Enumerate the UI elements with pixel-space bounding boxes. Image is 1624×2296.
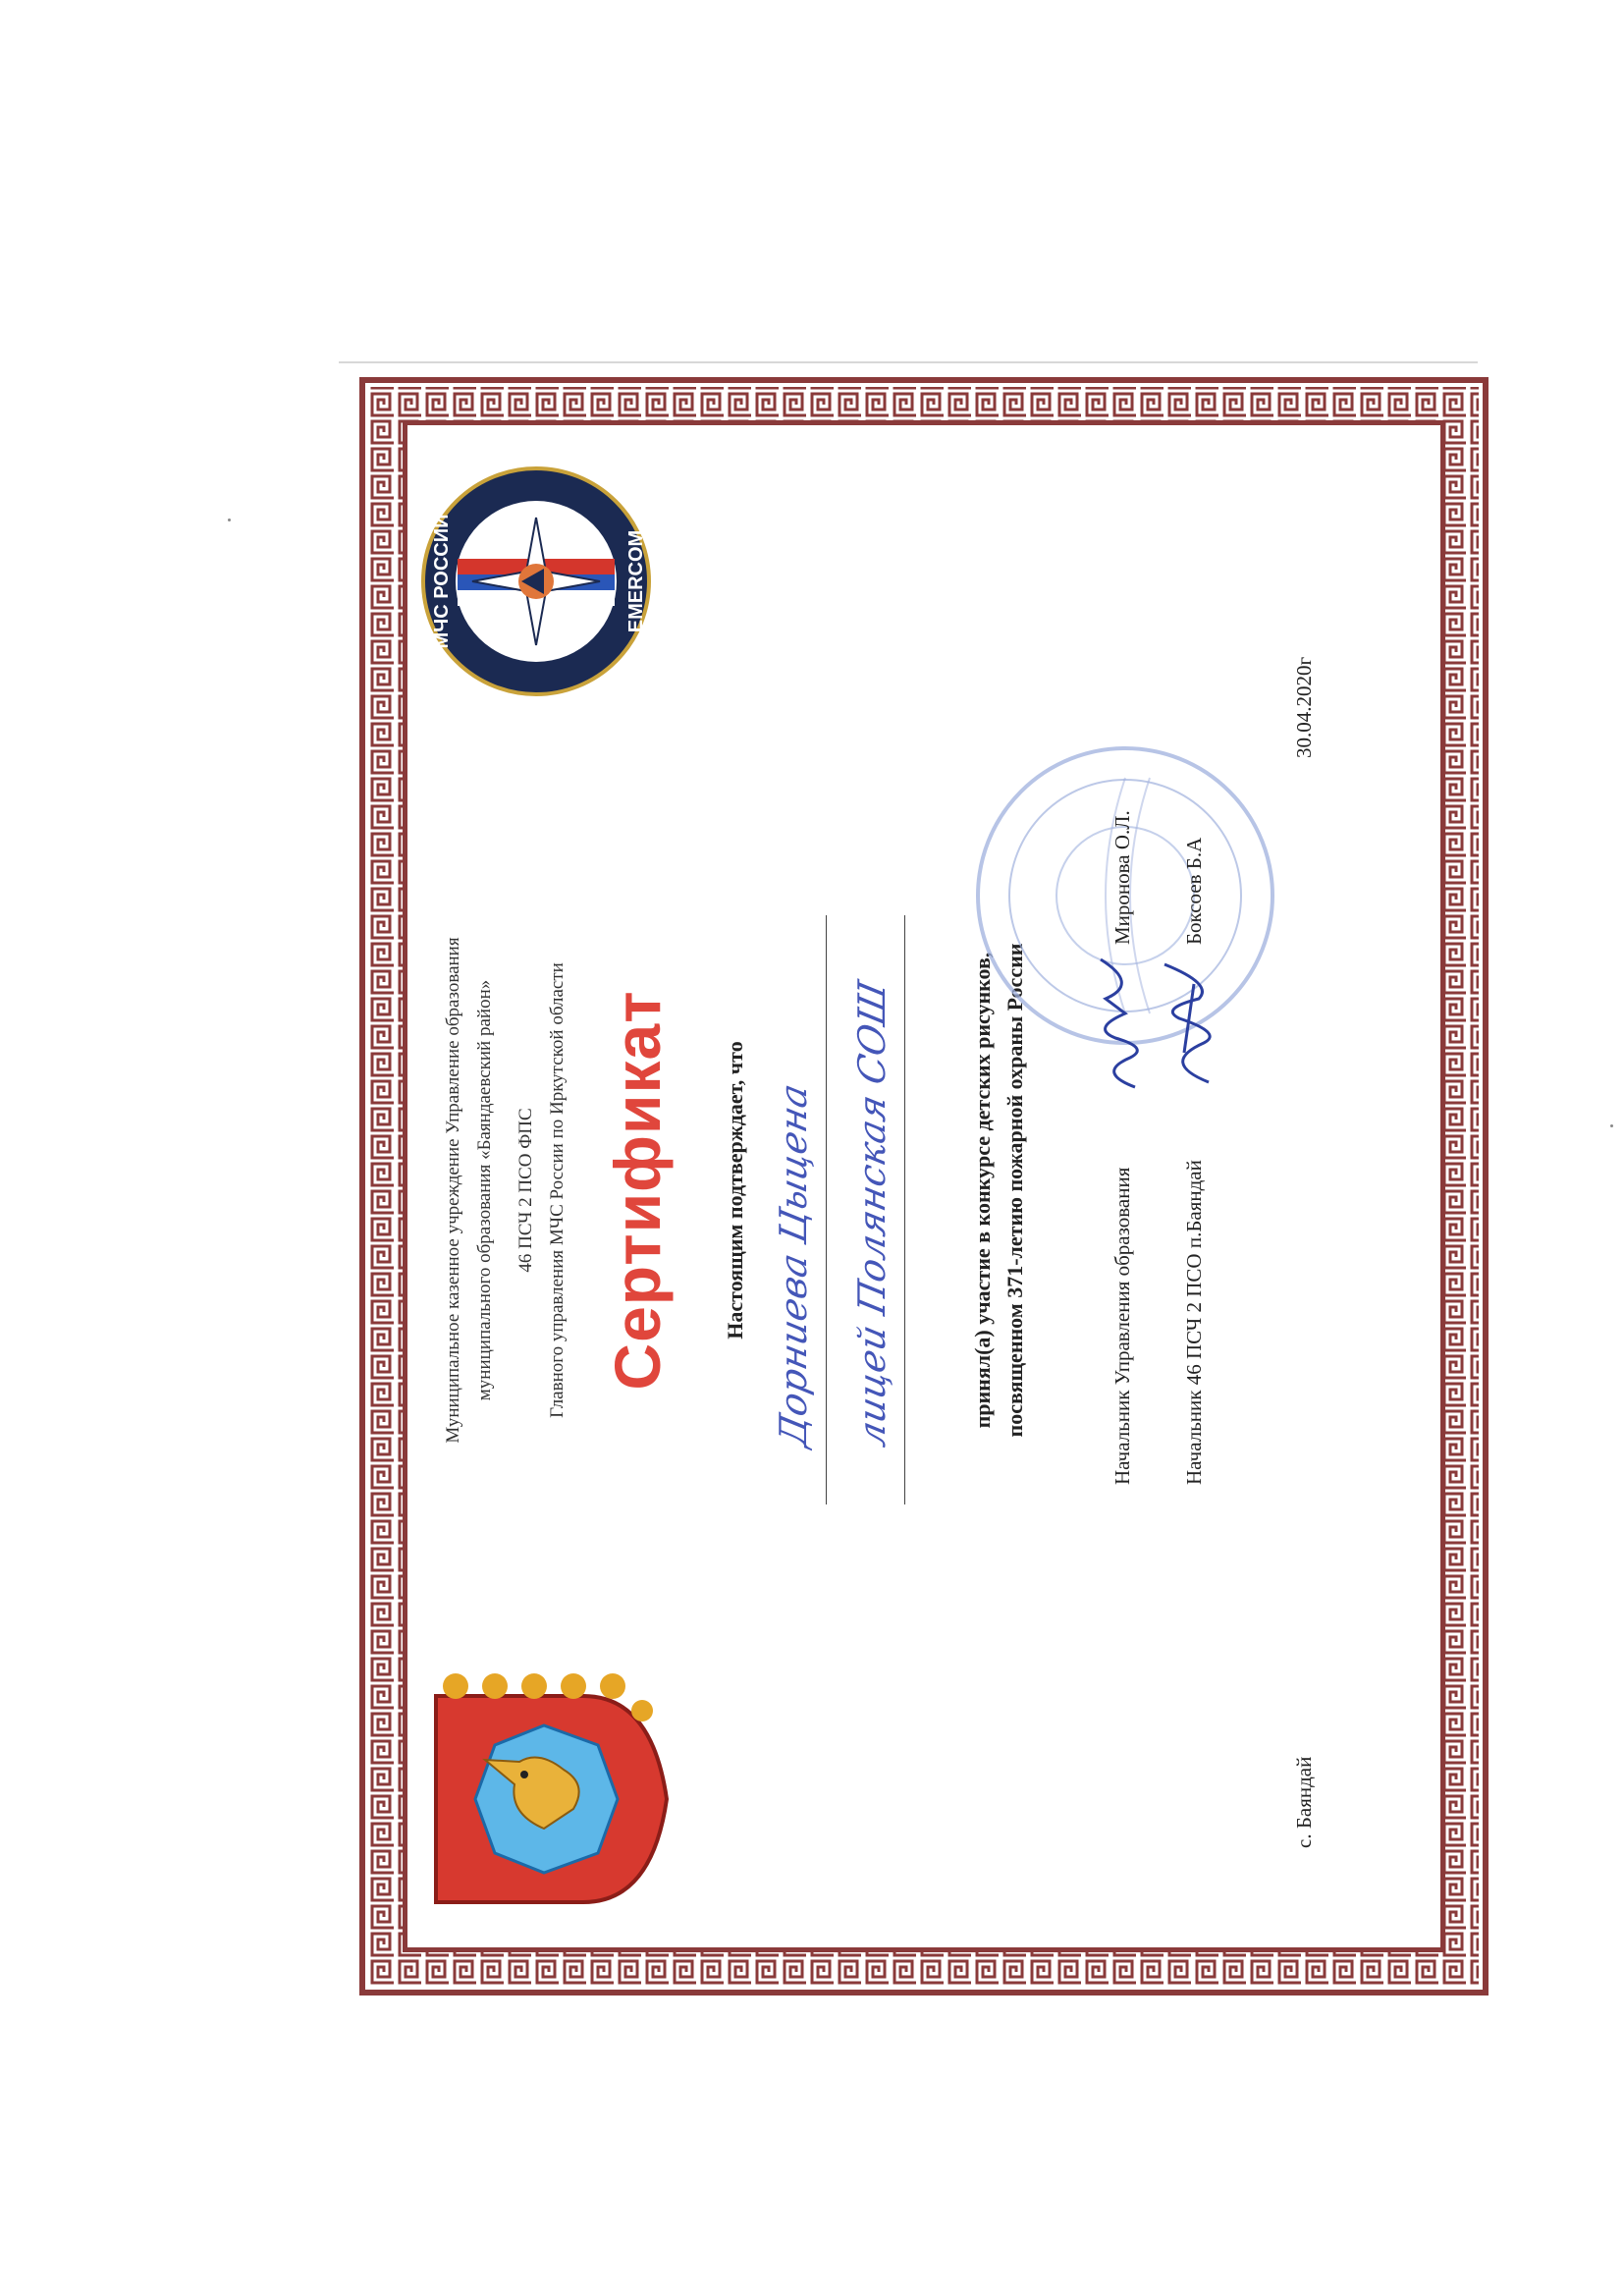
issuer-header: [438, 748, 573, 1632]
handwritten-signature-1: [1086, 955, 1155, 1092]
issuer-line-4: Главного управления МЧС России по Иркутской области: [547, 962, 568, 1418]
handwritten-school-name: лицей Полянская СОШ: [850, 977, 893, 1450]
certificate-title: Сертификат: [601, 990, 674, 1391]
emblem-text-top: МЧС РОССИИ: [431, 514, 453, 649]
scan-speck: [1610, 1124, 1613, 1127]
emblem-text-bottom: EMERCOM: [625, 529, 647, 633]
mchs-emblem-icon: [418, 464, 654, 699]
signatory-title-1: Начальник Управления образования: [1110, 1167, 1134, 1485]
school-name-underline: [904, 915, 905, 1504]
handwritten-signature-2: [1155, 955, 1223, 1092]
signatory-name-2: Боксоев Б.А: [1182, 837, 1206, 945]
participation-line-1: принял(а) участие в конкурсе детских рисунков,: [970, 952, 995, 1429]
signatory-name-1: Миронова О.Л.: [1110, 810, 1134, 945]
issuer-line-2: муниципального образования «Баяндаевский район»: [474, 979, 495, 1401]
issue-place: с. Баяндай: [1292, 1756, 1316, 1848]
participation-line-2: посвященном 371-летию пожарной охраны России: [1002, 943, 1027, 1438]
signatory-title-2: Начальник 46 ПСЧ 2 ПСО п.Баяндай: [1182, 1160, 1206, 1485]
issue-date: 30.04.2020г: [1292, 656, 1316, 758]
bayandai-coat-of-arms-icon: [416, 1662, 672, 1907]
issuer-line-3: 46 ПСЧ 2 ПСО ФПС: [515, 1108, 536, 1273]
scan-page-edge: [339, 361, 1478, 363]
handwritten-recipient-name: Дорниева Цыцена: [772, 1079, 815, 1450]
confirm-text: Настоящим подтверждает, что: [723, 1041, 747, 1339]
recipient-name-underline: [826, 915, 827, 1504]
issuer-line-1: Муниципальное казенное учреждение Управление образования: [443, 937, 463, 1444]
certificate: [359, 377, 1489, 1995]
scan-speck: [228, 519, 231, 521]
